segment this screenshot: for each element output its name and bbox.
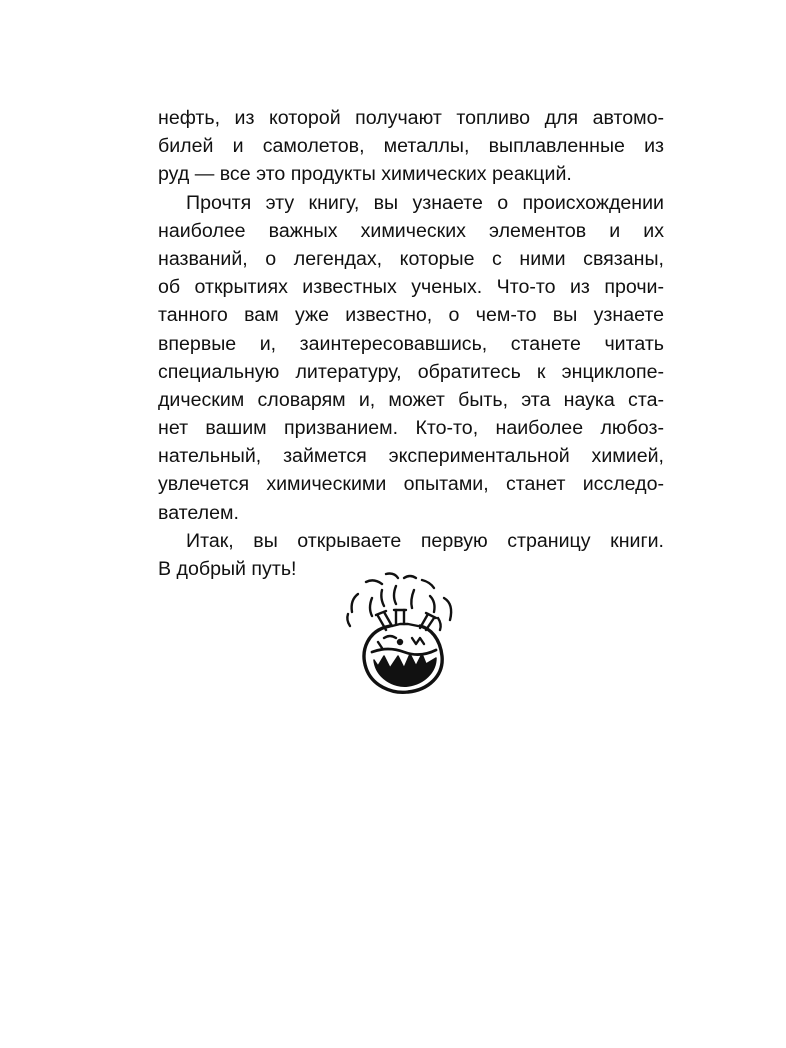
text-line: об открытиях известных ученых. Что-то из прочи- [158, 276, 664, 299]
text-line: наиболее важных химических элементов и их [158, 219, 664, 242]
text-line: специальную литературу, обратитесь к энциклопе- [158, 360, 664, 383]
text-line: билей и самолетов, металлы, выплавленные из [158, 135, 664, 158]
page-text [158, 104, 664, 583]
exploding-flask-icon [338, 568, 468, 696]
text-line: нет вашим призванием. Кто-то, наиболее любоз- [158, 417, 664, 440]
text-line: названий, о легендах, которые с ними связаны, [158, 247, 664, 270]
text-line: танного вам уже известно, о чем-то вы узнаете [158, 304, 664, 327]
text-line: нательный, займется экспериментальной химией, [158, 445, 664, 468]
text-line: руд — все это продукты химических реакций. [158, 163, 572, 186]
text-line: Прочтя эту книгу, вы узнаете о происхождении [186, 191, 664, 214]
text-line: дическим словарям и, может быть, эта наука ста- [158, 388, 664, 411]
text-line: Итак, вы открываете первую страницу книги. [186, 529, 664, 552]
text-line: нефть, из которой получают топливо для автомо- [158, 107, 664, 129]
text-line: увлечется химическими опытами, станет исследо- [158, 473, 664, 496]
text-line: вателем. [158, 501, 239, 524]
text-line: впервые и, заинтересовавшись, станете читать [158, 332, 664, 355]
text-line: В добрый путь! [158, 558, 297, 580]
